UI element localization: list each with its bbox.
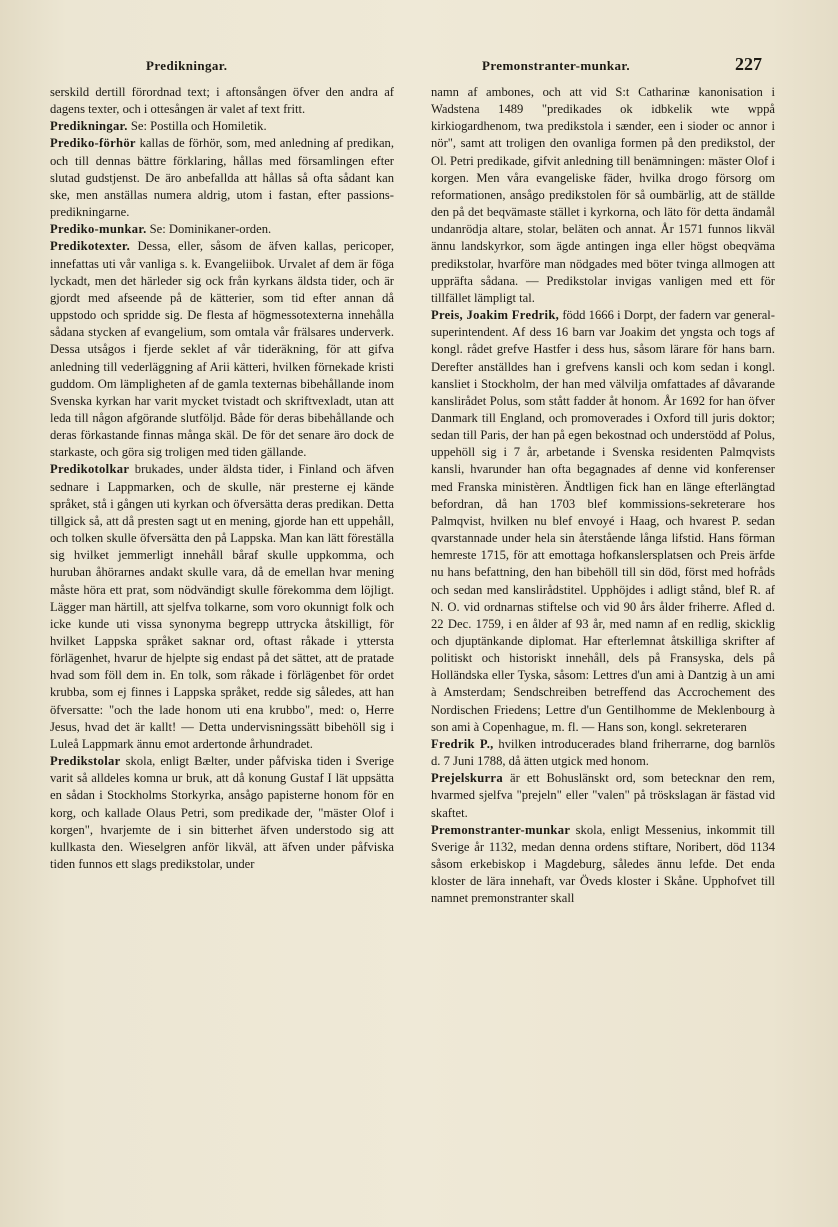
dictionary-entry bbox=[431, 770, 775, 821]
dictionary-entry bbox=[50, 221, 394, 238]
entry-headword: Predikotexter. bbox=[50, 239, 131, 254]
dictionary-entry bbox=[50, 753, 394, 873]
entry-text: Se: Dominikaner-orden. bbox=[146, 222, 272, 237]
right-column bbox=[431, 84, 775, 908]
dictionary-entry bbox=[431, 84, 775, 307]
entry-text: hvilken introducerades bland friherrarne, dog barnlös d. 7 Juni 1788, då ätten utgick med honom. bbox=[431, 736, 776, 769]
entry-headword: Prediko-förhör bbox=[50, 136, 136, 151]
entry-text: serskild dertill förordnad text; i aftonsången öfver den andra af dagens texter, och i ottesången är valet af text fritt. bbox=[50, 85, 394, 117]
entry-headword: Predikotolkar bbox=[50, 462, 130, 477]
dictionary-entry bbox=[50, 238, 394, 461]
entry-text: skola, enligt Messenius, inkommit till Sverige år 1132, medan denna ordens stiftare, Noribert, död 1134 såsom erkebiskop i Magdeburg, således ännu lefde. Det enda kloster de lära innehaft, var Öveds kloster i Skåne. Upphofvet till namnet premonstranter skall bbox=[431, 822, 775, 906]
dictionary-entry bbox=[431, 822, 775, 908]
page-number: 227 bbox=[735, 54, 762, 74]
entry-text: skola, enligt Bælter, under påfviska tiden i Sverige varit så alldeles komna ur bruk, att då konung Gustaf I lät uppsätta en sådan i Stockholms Storkyrka, ansågo papisterne honom för en korg, och kallade Olaus Petri, som predikade der, "mäster Olof i korgen", hvarjemte de i sin bitterhet äfven understodo sig att kullkasta den. Wieselgren anför likväl, att äfven under påfviska tiden funnos ett slags predikstolar, under bbox=[50, 754, 394, 872]
left-column bbox=[50, 84, 394, 908]
text-columns bbox=[50, 84, 775, 908]
entry-text: Dessa, eller, såsom de äfven kallas, pericoper, innefattas uti vår vanliga s. k. Evangeliibok. Urvalet af dem är föga lyckadt, men det härleder sig ock från kyrkans äldsta tider, och är gjordt med afseende på de kätterier, som tid efter annan då uppstodo och spridde sig. De flesta af högmessotexterna innehålla sådana stycken af evangelium, som omtala vår frälsares underverk. Dessa utsågos i fjerde seklet af vår tideräkning, för att gifva anledning till vederläggning af Arii kätteri, hvilken förnekade kristi guddom. Om lämpligheten af de gamla texternas bibehållande inom Svenska kyrkan har varit mycket tvistadt och skriftvexladt, utan att leda till någon afgörande slutföljd. Både för deras bibehållande och deras förkastande finnas många skäl. De för det senare äro dock de starkaste, och göra sig troligen med tiden gällande. bbox=[50, 239, 394, 460]
dictionary-entry bbox=[431, 307, 775, 736]
entry-text: namn af ambones, och att vid S:t Catharinæ kanonisation i Wadstena 1489 "predikades ok idbkelik wte wppå kirkiogardhenom, twa predikstola i sænder, een i sioder oc annor i nör", samt att troligen den ovanliga formen på den predikstol, der Ol. Petri predikade, gifvit anledning till benämningen: mäster Olof i korgen. Men våra evangeliske fäder, hvilka drogo försorg om reformationen, ansågo predikstolen för så oumbärlig, att de ställde den på det beqvämaste stället i kyrkorna, och läto för detta ändamål undanrödja altare, stolar, beläten och annat. År 1571 funnos likväl ännu landskyrkor, som ägde antingen inga eller högst obeqväma predikstolar, hvarföre man nödgades med böter tvinga allmogen att uppräfta sådana. — Predikstolar invigas vanligen med ett för tillfället lämpligt tal. bbox=[431, 85, 775, 305]
dictionary-entry bbox=[50, 118, 394, 135]
entry-text: kallas de förhör, som, med anledning af predikan, och till dennas bättre förklaring, hållas med församlingen efter slutad gudstjenst. De äro anbefallda att hållas så ofta sådant kan ske, men anställas numera aldrig, utom i fastan, efter passions-predikningarne. bbox=[50, 136, 394, 220]
dictionary-entry bbox=[50, 84, 394, 118]
entry-headword: Premonstranter-munkar bbox=[431, 822, 571, 837]
entry-headword: Preis, Joakim Fredrik, bbox=[431, 308, 560, 323]
entry-headword: Fredrik P., bbox=[431, 736, 494, 751]
running-head bbox=[0, 54, 838, 80]
right-running-title: Premonstranter-munkar. bbox=[482, 58, 631, 73]
dictionary-entry bbox=[50, 461, 394, 753]
entry-headword: Predikstolar bbox=[50, 754, 121, 769]
entry-headword: Prejelskurra bbox=[431, 771, 503, 786]
entry-text: född 1666 i Dorpt, der fadern var general-superintendent. Af dess 16 barn var Joakim det yngsta och togs af kongl. rådet grefve Hastfer i dess hus, såsom lärare för hans barn. Derefter anställdes han i grefvens kansli och kom sedan i kongl. kansliet i Stockholm, der han med välvilja omfattades af dåvarande kanslirådet Polus, som stått fadder åt honom. År 1692 for han öfver Danmark till England, och promoverades i Oxford till juris doktor; sedan till Paris, der han på egen bekostnad och understödd af Polus, uppehöll sig i 7 år, arbetande i Svenska residenten Palmqvists kansli, hvarunder han ofta begagnades af denne vid konferenser med Franska ministèren. Ändtligen fick han en länge efterlängtad befordran, då han 1703 blef kommissions-sekreterare hos Palmqvist, hvilken nu blef envoyé i Haag, och hvarest P. sedan qvarstannade under hela sin återstående långa lifstid. Hans förman hemreste 1715, för att emottaga hofkanslersplatsen och Preis ärfde nu hans befattning, den han bibehöll till sin död, först med hofråds och sedan med kanslirådstitel. Upphöjdes i adligt stånd, blef R. af N. O. vid ordnarnas stiftelse och vid 90 års ålder friherre. Afled d. 22 Dec. 1759, i en ålder af 93 år, med namn af en redlig, skicklig och djuptänkande diplomat. Har efterlemnat åtskilliga skrifter af politiskt och historiskt innehåll, dels på Fransyska, dels på Holländska eller Tyska, såsom: Lettres d'un ami à Dantzig à un ami à Amsterdam; Sendschreiben betreffend das Accrochement des Nordischen Friedens; Lettre d'un Gentilhomme de Meklenbourg à son ami à Copenhague, m. fl. — Hans son, kongl. sekreteraren bbox=[431, 308, 775, 734]
dictionary-entry bbox=[431, 736, 775, 770]
left-running-title: Predikningar. bbox=[146, 58, 228, 73]
entry-text: Se: Postilla och Homiletik. bbox=[127, 119, 267, 134]
entry-headword: Predikningar. bbox=[50, 119, 128, 134]
entry-text: är ett Bohuslänskt ord, som betecknar den rem, hvarmed sjelfva "prejeln" eller "valen" på tröskslagan är fästad vid skaftet. bbox=[431, 771, 775, 820]
entry-headword: Prediko-munkar. bbox=[50, 222, 147, 237]
dictionary-entry bbox=[50, 135, 394, 221]
entry-text: brukades, under äldsta tider, i Finland och äfven sednare i Lappmarken, och de skulle, när presterne ej kände språket, stå i gången uti kyrkan och öfversätta deras predikan. Detta tillgick så, att då presten sagt ut en mening, gjorde han ett uppehåll, och tolken skulle öfversätta den på Lappska. Man kan lätt föreställa sig hvilket jemmerligt innehåll båraf skulle uppkomma, och huruban åhörarnes andakt skulle vara, då de emellan hvar mening måste höra ett prat, som nödvändigt skulle förekomma dem löjligt. Lägger man härtill, att sjelfva tolkarne, som voro okunnigt folk och icke kunde uti vissa synonyma begrepp uttrycka åtskilligt, för hvilket Lappska språket saknar ord, oftast råkade i yttersta förlägenhet, hvarur de hjelpte sig endast på det sättet, att de pratade hvad som föll dem in. En tolk, som råkade i förlägenbet för ordet krubba, som ej finnes i Lappska språket, redde sig således, att han öfversatte: "och the lade honom uti ena krubbo", med: o, Herre Jesus, hvad det är kallt! — Detta undervisningssätt bibehöll sig i Luleå Lappmark ännu emot ardertonde århundradet. bbox=[50, 462, 394, 751]
